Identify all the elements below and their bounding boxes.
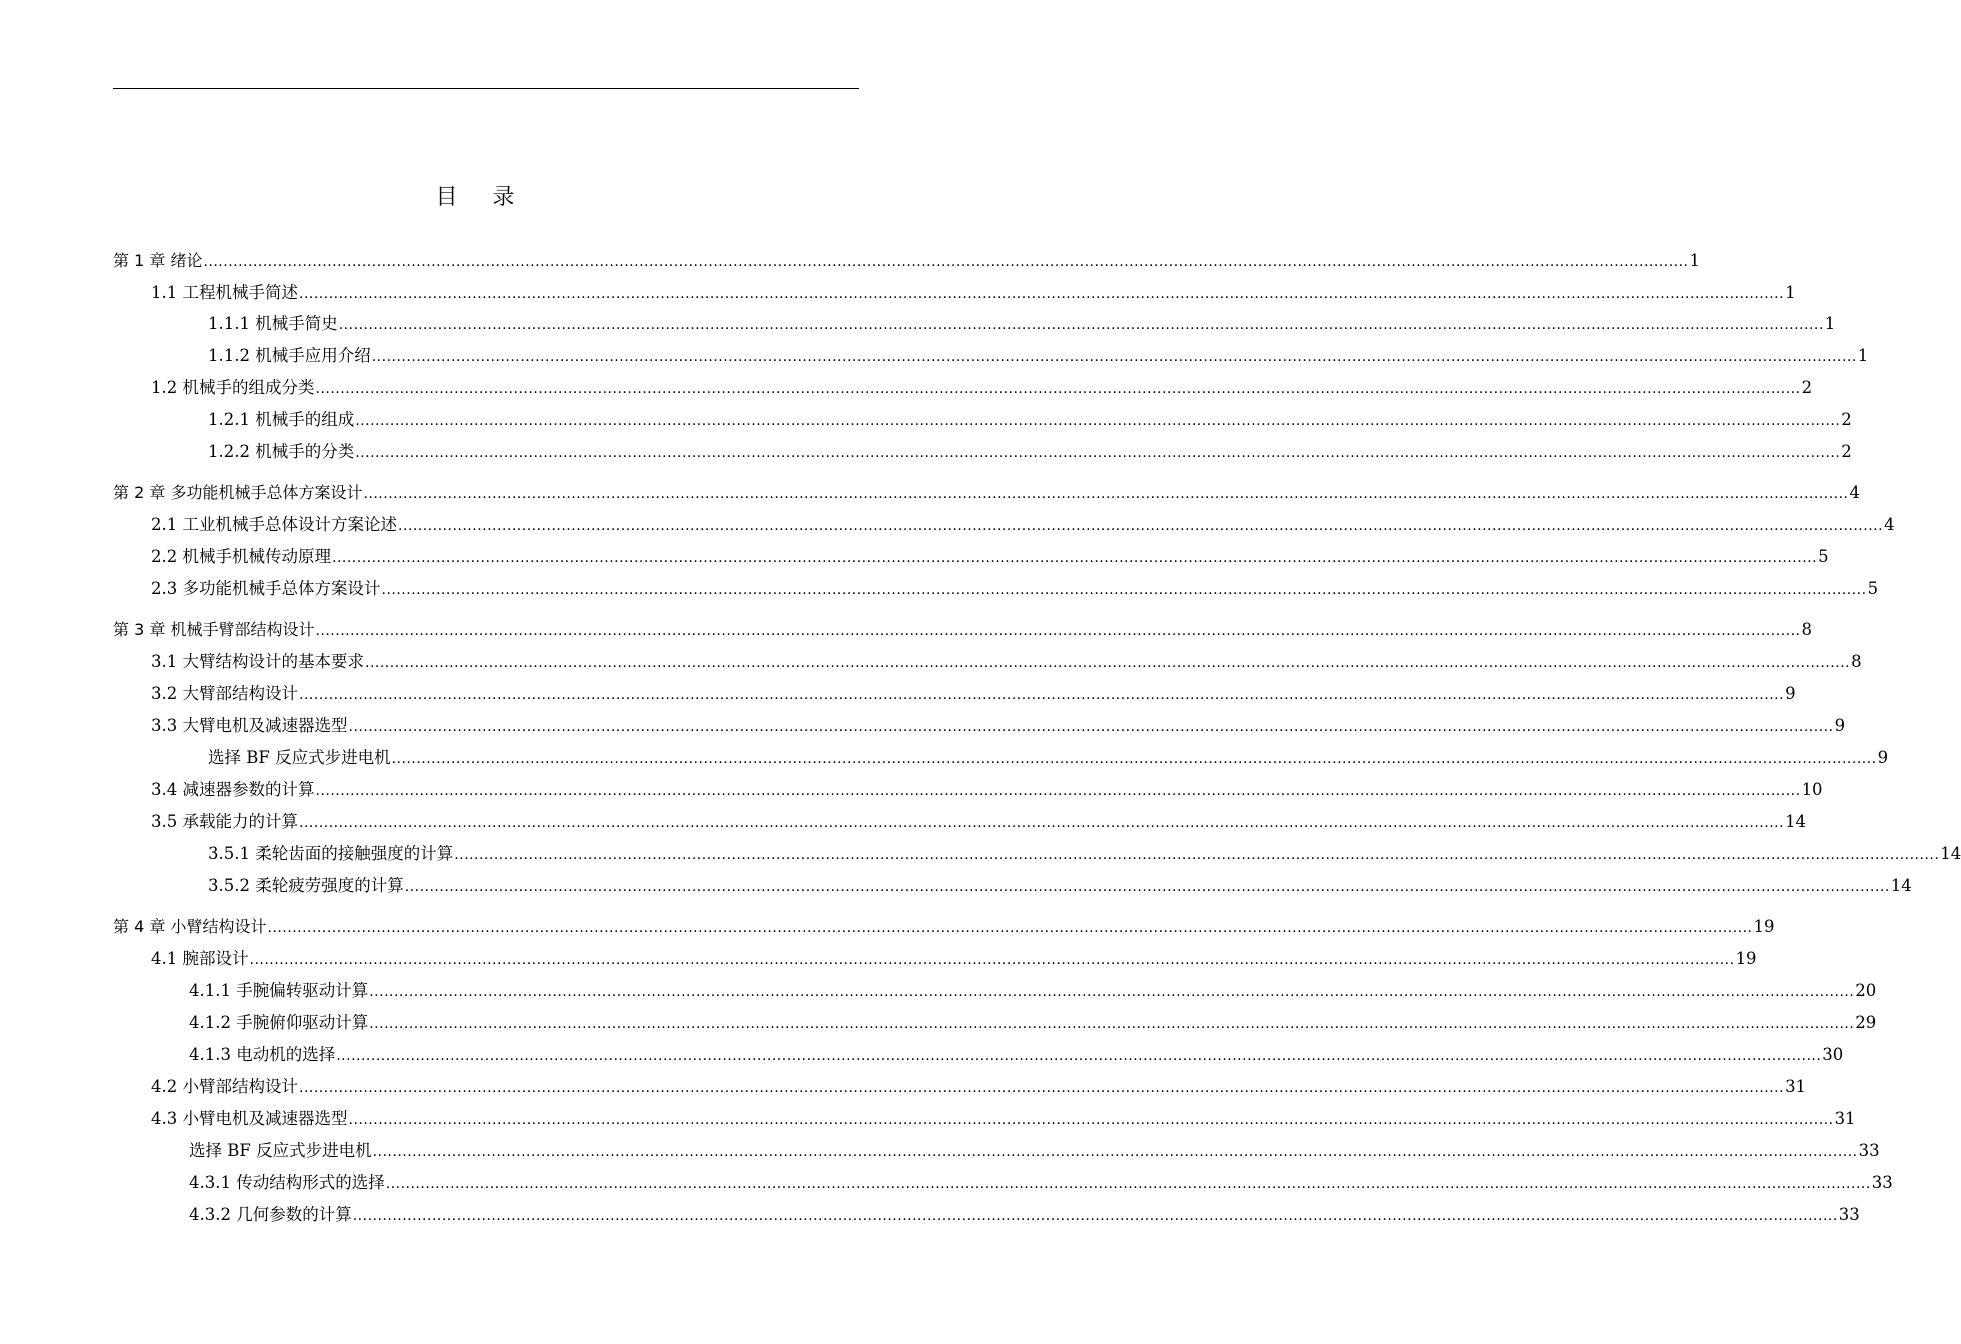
toc-entry[interactable] bbox=[208, 746, 1889, 770]
dot-leader: ............................................................................................................................................................................................................................................................................................................ bbox=[454, 847, 1940, 863]
toc-entry-label: 3.3 大臂电机及减速器选型 bbox=[151, 716, 348, 735]
toc-entry[interactable] bbox=[151, 947, 1757, 971]
toc-entry[interactable] bbox=[151, 778, 1823, 802]
toc-entry[interactable] bbox=[189, 1043, 1844, 1067]
toc-entry-label: 3.2 大臂部结构设计 bbox=[151, 684, 298, 703]
toc-entry[interactable] bbox=[113, 618, 1813, 642]
toc-entry-page-number: 4 bbox=[1884, 515, 1895, 534]
toc-entry-label: 3.5.1 柔轮齿面的接触强度的计算 bbox=[208, 844, 454, 863]
toc-entry-label: 4.3.2 几何参数的计算 bbox=[189, 1205, 352, 1224]
toc-entry-label: 1.1.1 机械手简史 bbox=[208, 314, 338, 333]
toc-entry[interactable] bbox=[189, 1011, 1877, 1035]
dot-leader: ............................................................................................................................................................................................................................................................................................................ bbox=[372, 1144, 1858, 1160]
toc-entry[interactable] bbox=[151, 1107, 1856, 1131]
toc-entry[interactable] bbox=[113, 249, 1701, 273]
toc-entry-page-number: 14 bbox=[1785, 812, 1807, 831]
toc-entry[interactable] bbox=[151, 682, 1796, 706]
toc-entry-label: 1.2.2 机械手的分类 bbox=[208, 442, 355, 461]
dot-leader: ............................................................................................................................................................................................................................................................................................................ bbox=[315, 623, 1801, 639]
toc-entry-label: 2.3 多功能机械手总体方案设计 bbox=[151, 579, 381, 598]
dot-leader: ............................................................................................................................................................................................................................................................................................................ bbox=[315, 381, 1801, 397]
toc-entry-page-number: 1 bbox=[1857, 346, 1869, 365]
toc-entry-label: 1.2.1 机械手的组成 bbox=[208, 410, 355, 429]
toc-entry-page-number: 19 bbox=[1753, 917, 1775, 936]
dot-leader: ............................................................................................................................................................................................................................................................................................................ bbox=[299, 815, 1785, 831]
toc-entry[interactable] bbox=[151, 545, 1829, 569]
toc-entry-label: 2.2 机械手机械传动原理 bbox=[151, 547, 331, 566]
toc-entry-label: 1.1.2 机械手应用介绍 bbox=[208, 346, 371, 365]
dot-leader: ............................................................................................................................................................................................................................................................................................................ bbox=[369, 984, 1855, 1000]
dot-leader: ............................................................................................................................................................................................................................................................................................................ bbox=[385, 1176, 1871, 1192]
toc-entry-page-number: 14 bbox=[1940, 844, 1961, 863]
toc-entry-page-number: 14 bbox=[1890, 876, 1912, 895]
toc-entry-label: 4.1.3 电动机的选择 bbox=[189, 1045, 336, 1064]
toc-entry-page-number: 33 bbox=[1858, 1141, 1880, 1160]
dot-leader: ............................................................................................................................................................................................................................................................................................................ bbox=[404, 879, 1890, 895]
dot-leader: ............................................................................................................................................................................................................................................................................................................ bbox=[352, 1208, 1838, 1224]
toc-entry[interactable] bbox=[113, 915, 1775, 939]
toc-entry-label: 4.1.2 手腕俯仰驱动计算 bbox=[189, 1013, 369, 1032]
toc-entry[interactable] bbox=[189, 979, 1877, 1003]
toc-entry[interactable] bbox=[151, 577, 1879, 601]
dot-leader: ............................................................................................................................................................................................................................................................................................................ bbox=[348, 719, 1834, 735]
dot-leader: ............................................................................................................................................................................................................................................................................................................ bbox=[355, 445, 1841, 461]
dot-leader: ............................................................................................................................................................................................................................................................................................................ bbox=[203, 254, 1689, 270]
toc-entry-label: 第 4 章 小臂结构设计 bbox=[113, 917, 267, 936]
toc-entry-page-number: 33 bbox=[1838, 1205, 1860, 1224]
toc-entry-label: 3.1 大臂结构设计的基本要求 bbox=[151, 652, 364, 671]
dot-leader: ............................................................................................................................................................................................................................................................................................................ bbox=[381, 582, 1867, 598]
toc-entry[interactable] bbox=[208, 312, 1836, 336]
dot-leader: ............................................................................................................................................................................................................................................................................................................ bbox=[369, 1016, 1855, 1032]
toc-entry-label: 第 2 章 多功能机械手总体方案设计 bbox=[113, 483, 363, 502]
toc-entry-label: 2.1 工业机械手总体设计方案论述 bbox=[151, 515, 397, 534]
toc-entry[interactable] bbox=[208, 874, 1912, 898]
toc-entry-page-number: 1 bbox=[1785, 283, 1796, 302]
toc-entry[interactable] bbox=[208, 408, 1852, 432]
toc-title: 目 录 bbox=[435, 185, 529, 210]
toc-entry-label: 4.1.1 手腕偏转驱动计算 bbox=[189, 981, 369, 1000]
dot-leader: ............................................................................................................................................................................................................................................................................................................ bbox=[332, 550, 1818, 566]
toc-entry-page-number: 10 bbox=[1801, 780, 1823, 799]
toc-entry-label: 第 3 章 机械手臂部结构设计 bbox=[113, 620, 315, 639]
toc-entry-page-number: 8 bbox=[1801, 620, 1813, 639]
toc-entry-page-number: 2 bbox=[1841, 410, 1852, 429]
toc-entry[interactable] bbox=[151, 376, 1813, 400]
toc-entry-page-number: 31 bbox=[1785, 1077, 1807, 1096]
toc-entry[interactable] bbox=[208, 842, 1961, 866]
toc-entry[interactable] bbox=[208, 440, 1852, 464]
dot-leader: ............................................................................................................................................................................................................................................................................................................ bbox=[336, 1048, 1822, 1064]
toc-entry-label: 1.2 机械手的组成分类 bbox=[151, 378, 315, 397]
toc-entry[interactable] bbox=[189, 1139, 1880, 1163]
dot-leader: ............................................................................................................................................................................................................................................................................................................ bbox=[315, 783, 1801, 799]
dot-leader: ............................................................................................................................................................................................................................................................................................................ bbox=[391, 751, 1877, 767]
dot-leader: ............................................................................................................................................................................................................................................................................................................ bbox=[299, 687, 1785, 703]
toc-entry[interactable] bbox=[208, 344, 1869, 368]
header-rule bbox=[113, 88, 859, 89]
toc-entry-page-number: 9 bbox=[1785, 684, 1796, 703]
toc-entry[interactable] bbox=[113, 481, 1861, 505]
dot-leader: ............................................................................................................................................................................................................................................................................................................ bbox=[398, 518, 1884, 534]
toc-entry-page-number: 31 bbox=[1834, 1109, 1856, 1128]
toc-entry[interactable] bbox=[151, 650, 1862, 674]
dot-leader: ............................................................................................................................................................................................................................................................................................................ bbox=[299, 1080, 1785, 1096]
dot-leader: ............................................................................................................................................................................................................................................................................................................ bbox=[249, 952, 1735, 968]
toc-entry-page-number: 9 bbox=[1877, 748, 1889, 767]
dot-leader: ............................................................................................................................................................................................................................................................................................................ bbox=[371, 349, 1857, 365]
toc-entry-label: 4.1 腕部设计 bbox=[151, 949, 249, 968]
toc-entry-label: 第 1 章 绪论 bbox=[113, 251, 203, 270]
toc-entry[interactable] bbox=[151, 810, 1807, 834]
toc-entry-page-number: 9 bbox=[1834, 716, 1846, 735]
toc-entry-page-number: 29 bbox=[1855, 1013, 1877, 1032]
toc-entry-page-number: 33 bbox=[1871, 1173, 1893, 1192]
toc-entry-page-number: 30 bbox=[1822, 1045, 1844, 1064]
toc-entry-page-number: 4 bbox=[1849, 483, 1861, 502]
toc-entry-label: 3.4 减速器参数的计算 bbox=[151, 780, 315, 799]
toc-entry[interactable] bbox=[151, 513, 1895, 537]
dot-leader: ............................................................................................................................................................................................................................................................................................................ bbox=[299, 286, 1785, 302]
toc-entry-label: 3.5 承载能力的计算 bbox=[151, 812, 298, 831]
toc-entry[interactable] bbox=[189, 1203, 1860, 1227]
toc-entry-page-number: 5 bbox=[1818, 547, 1829, 566]
toc-entry-page-number: 5 bbox=[1867, 579, 1879, 598]
toc-entry-label: 4.3.1 传动结构形式的选择 bbox=[189, 1173, 385, 1192]
toc-entry-label: 1.1 工程机械手简述 bbox=[151, 283, 298, 302]
dot-leader: ............................................................................................................................................................................................................................................................................................................ bbox=[363, 486, 1849, 502]
dot-leader: ............................................................................................................................................................................................................................................................................................................ bbox=[365, 655, 1851, 671]
toc-entry-page-number: 8 bbox=[1851, 652, 1862, 671]
toc-entry[interactable] bbox=[151, 281, 1796, 305]
dot-leader: ............................................................................................................................................................................................................................................................................................................ bbox=[355, 413, 1841, 429]
toc-entry-label: 3.5.2 柔轮疲劳强度的计算 bbox=[208, 876, 404, 895]
toc-entry[interactable] bbox=[151, 714, 1846, 738]
toc-entry-label: 选择 BF 反应式步进电机 bbox=[189, 1141, 372, 1160]
toc-entry-page-number: 1 bbox=[1824, 314, 1836, 333]
toc-entry-label: 4.3 小臂电机及减速器选型 bbox=[151, 1109, 348, 1128]
toc-entry[interactable] bbox=[151, 1075, 1807, 1099]
toc-entry-page-number: 2 bbox=[1841, 442, 1852, 461]
dot-leader: ............................................................................................................................................................................................................................................................................................................ bbox=[338, 317, 1824, 333]
toc-entry-page-number: 2 bbox=[1801, 378, 1813, 397]
toc-entry-label: 4.2 小臂部结构设计 bbox=[151, 1077, 298, 1096]
toc-entry-page-number: 1 bbox=[1689, 251, 1701, 270]
toc-entry[interactable] bbox=[189, 1171, 1893, 1195]
toc-entry-page-number: 19 bbox=[1735, 949, 1757, 968]
toc-entry-label: 选择 BF 反应式步进电机 bbox=[208, 748, 391, 767]
toc-entry-page-number: 20 bbox=[1855, 981, 1877, 1000]
dot-leader: ............................................................................................................................................................................................................................................................................................................ bbox=[348, 1112, 1834, 1128]
dot-leader: ............................................................................................................................................................................................................................................................................................................ bbox=[267, 920, 1753, 936]
